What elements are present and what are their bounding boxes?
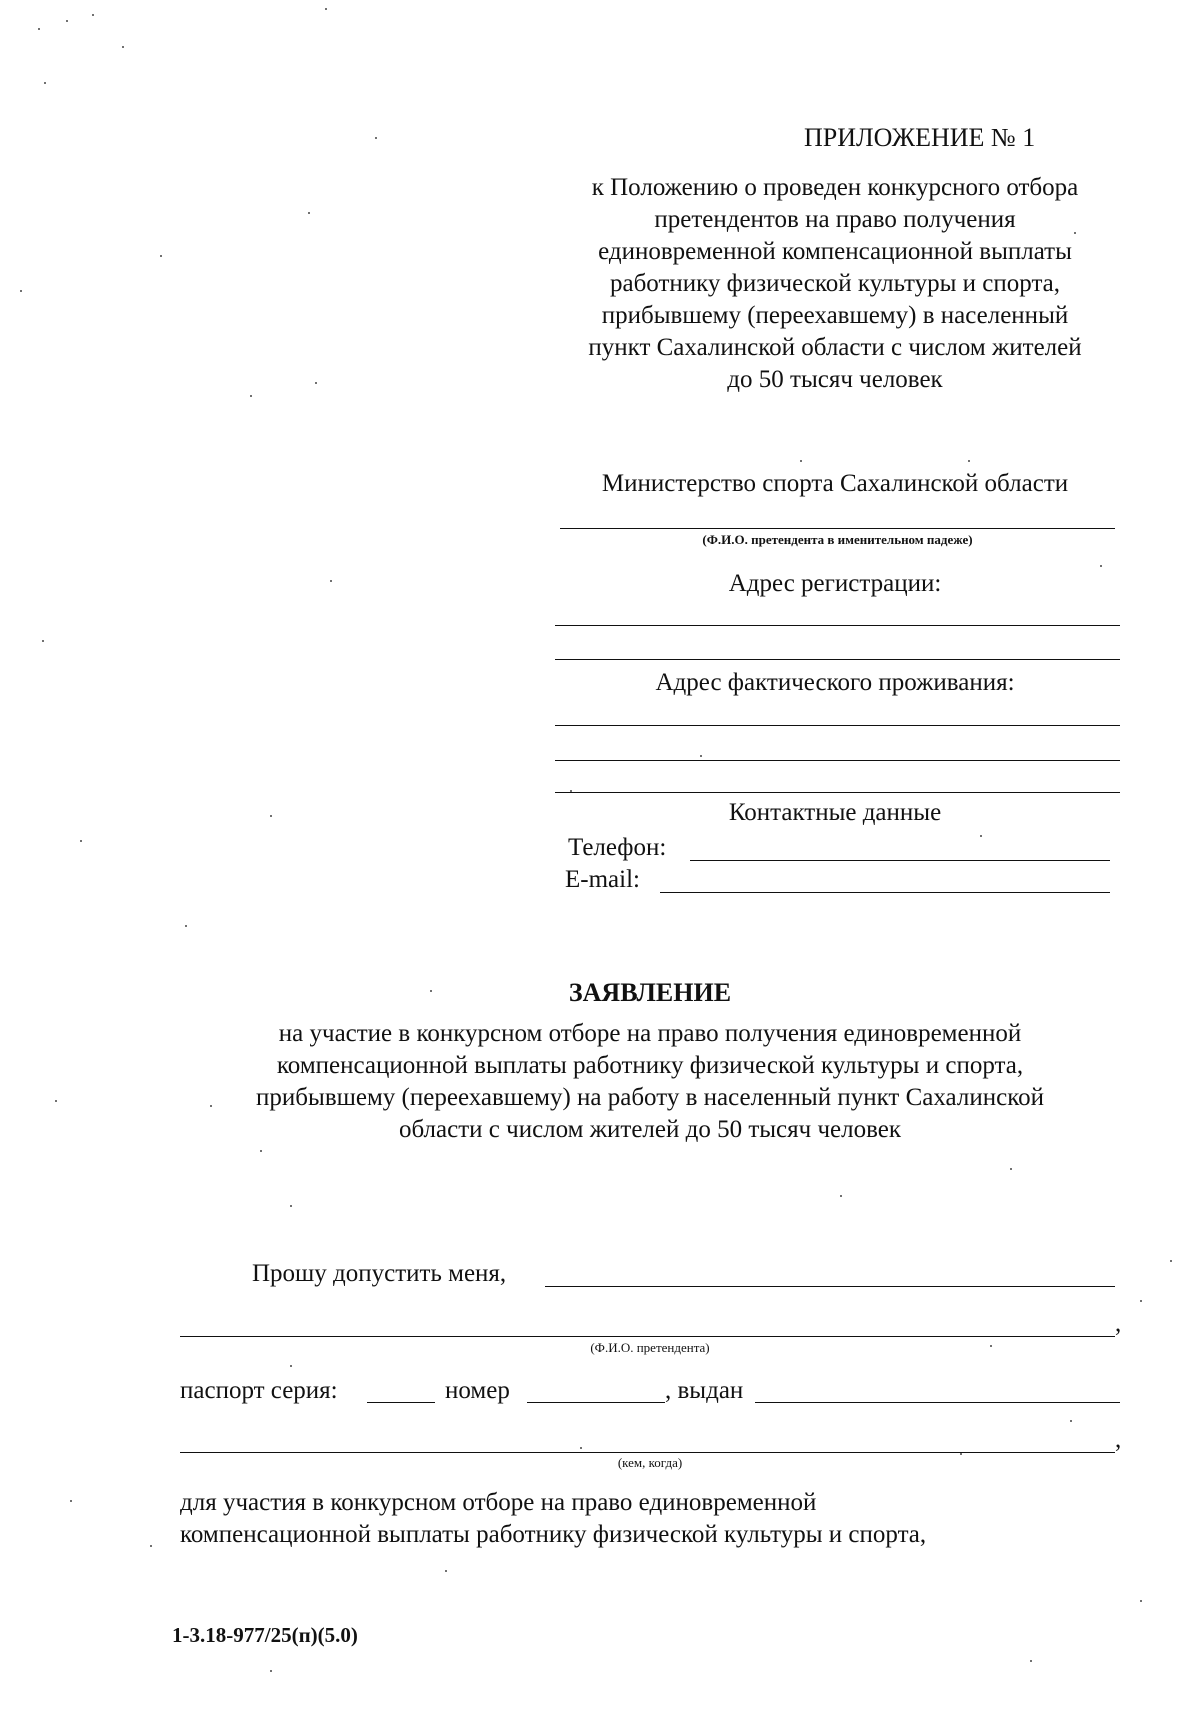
- registration-line-2[interactable]: [555, 659, 1120, 660]
- issued-line-comma: ,: [1115, 1426, 1122, 1453]
- request-label: Прошу допустить меня,: [252, 1260, 507, 1287]
- passport-series-label: паспорт серия:: [180, 1377, 338, 1404]
- issued-full-line[interactable]: [180, 1452, 1115, 1453]
- registration-label: Адрес регистрации:: [728, 570, 942, 597]
- residence-label: Адрес фактического проживания:: [655, 669, 1015, 696]
- residence-line-2[interactable]: [555, 760, 1120, 761]
- fio-statement-caption: (Ф.И.О. претендента): [590, 1340, 710, 1355]
- phone-line[interactable]: [690, 860, 1110, 861]
- ministry-name: Министерство спорта Сахалинской области: [601, 470, 1069, 497]
- appendix-title: ПРИЛОЖЕНИЕ № 1: [804, 123, 1036, 152]
- appendix-line-1: к Положению о проведен конкурсного отбора: [591, 174, 1079, 201]
- residence-line-3[interactable]: [555, 792, 1120, 793]
- body-line-2: компенсационной выплаты работнику физической культуры и спорта,: [180, 1521, 927, 1548]
- appendix-line-5: прибывшему (переехавшему) в населенный: [601, 302, 1069, 329]
- passport-series-line[interactable]: [367, 1402, 435, 1403]
- statement-title: ЗАЯВЛЕНИЕ: [568, 978, 732, 1007]
- passport-number-label: номер: [445, 1377, 510, 1404]
- fio-full-line[interactable]: [180, 1336, 1115, 1337]
- email-label: E-mail:: [565, 866, 640, 893]
- residence-line-1[interactable]: [555, 725, 1120, 726]
- fio-line[interactable]: [560, 528, 1115, 529]
- appendix-line-6: пункт Сахалинской области с числом жителей: [588, 334, 1082, 361]
- issued-line[interactable]: [755, 1402, 1120, 1403]
- fio-caption: (Ф.И.О. претендента в именительном падеже): [702, 532, 973, 547]
- passport-number-line[interactable]: [527, 1402, 665, 1403]
- statement-subtitle-4: области с числом жителей до 50 тысяч человек: [398, 1116, 902, 1143]
- body-line-1: для участия в конкурсном отборе на право единовременной: [180, 1489, 817, 1516]
- contacts-label: Контактные данные: [728, 799, 942, 826]
- appendix-line-4: работнику физической культуры и спорта,: [609, 270, 1061, 297]
- appendix-line-7: до 50 тысяч человек: [727, 366, 943, 393]
- fio-line-comma: ,: [1115, 1310, 1122, 1337]
- appendix-line-2: претендентов на право получения: [654, 206, 1016, 233]
- appendix-line-3: единовременной компенсационной выплаты: [598, 238, 1072, 265]
- phone-label: Телефон:: [568, 834, 667, 861]
- doc-code: 1-3.18-977/25(п)(5.0): [172, 1623, 358, 1647]
- statement-subtitle-3: прибывшему (переехавшему) на работу в населенный пункт Сахалинской: [256, 1084, 1044, 1111]
- email-line[interactable]: [660, 892, 1110, 893]
- registration-line-1[interactable]: [555, 625, 1120, 626]
- request-fio-line[interactable]: [545, 1286, 1115, 1287]
- issued-label: , выдан: [665, 1377, 744, 1404]
- statement-subtitle-2: компенсационной выплаты работнику физической культуры и спорта,: [276, 1052, 1024, 1079]
- statement-subtitle-1: на участие в конкурсном отборе на право получения единовременной: [278, 1020, 1022, 1047]
- issued-caption: (кем, когда): [617, 1455, 683, 1470]
